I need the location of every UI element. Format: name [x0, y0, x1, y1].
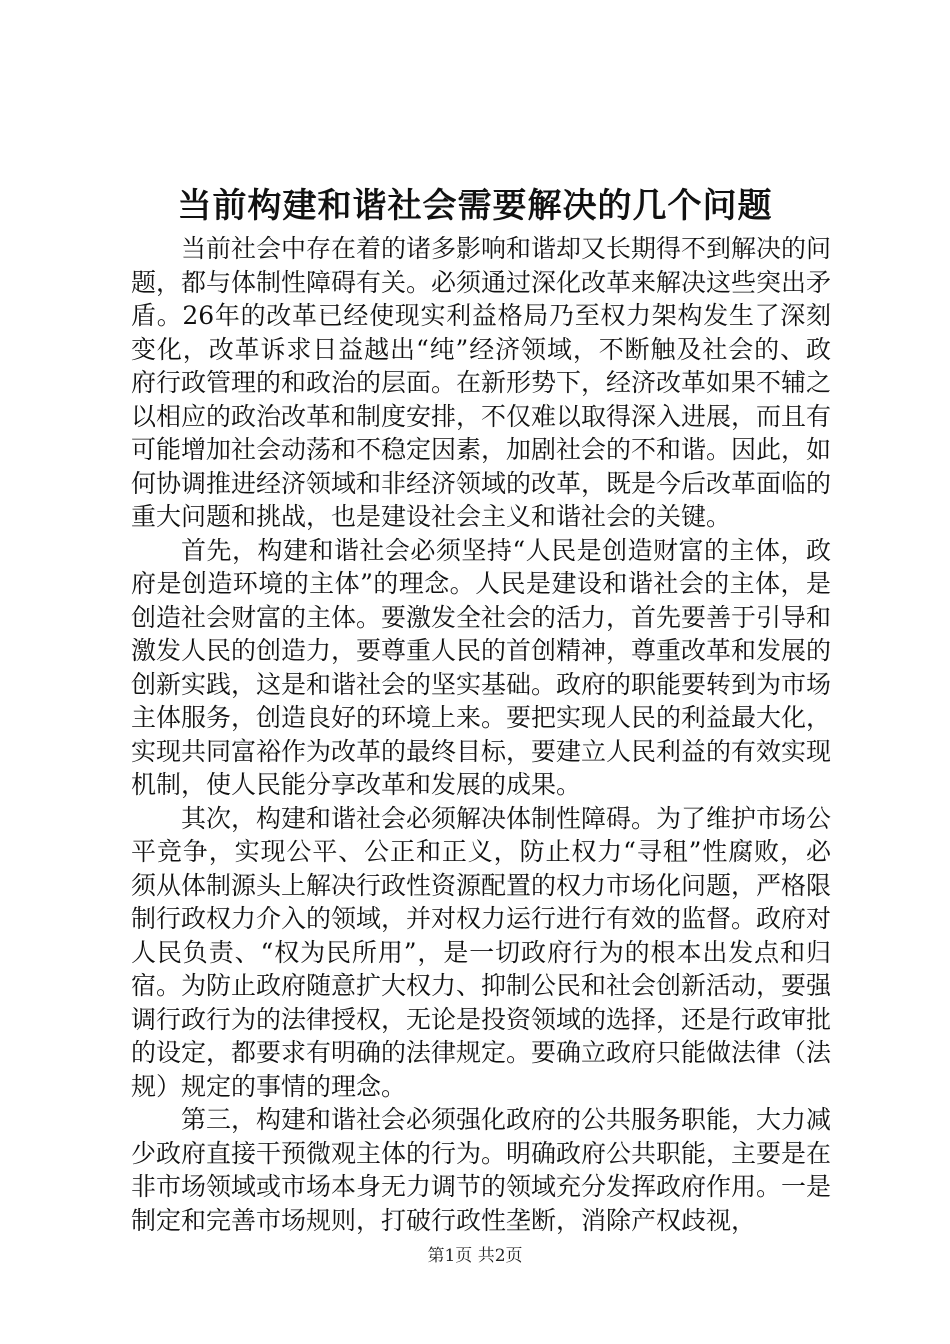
document-title: 当前构建和谐社会需要解决的几个问题	[177, 186, 773, 226]
page-footer: 第1页 共2页	[427, 1246, 523, 1266]
paragraph-intro: 当前社会中存在着的诸多影响和谐却又长期得不到解决的问题，都与体制性障碍有关。必须通过深化改革来解决这些突出矛盾。26年的改革已经使现实利益格局乃至权力架构发生了深刻变化，改革诉求日益越出“纯”经济领域，不断触及社会的、政府行政管理的和政治的层面。在新形势下，经济改革如果不辅之以相应的政治改革和制度安排，不仅难以取得深入进展，而且有可能增加社会动荡和不稳定因素，加剧社会的不和谐。因此，如何协调推进经济领域和非经济领域的改革，既是今后改革面临的重大问题和挑战，也是建设社会主义和谐社会的关键。	[131, 234, 832, 531]
paragraph-third: 第三，构建和谐社会必须强化政府的公共服务职能，大力减少政府直接干预微观主体的行为。明确政府公共职能，主要是在非市场领域或市场本身无力调节的领域充分发挥政府作用。一是制定和完善市场规则，打破行政性垄断，消除产权歧视，	[131, 1105, 832, 1235]
paragraph-second: 其次，构建和谐社会必须解决体制性障碍。为了维护市场公平竞争，实现公平、公正和正义，防止权力“寻租”性腐败，必须从体制源头上解决行政性资源配置的权力市场化问题，严格限制行政权力介入的领域，并对权力运行进行有效的监督。政府对人民负责、“权为民所用”，是一切政府行为的根本出发点和归宿。为防止政府随意扩大权力、抑制公民和社会创新活动，要强调行政行为的法律授权，无论是投资领域的选择，还是行政审批的设定，都要求有明确的法律规定。要确立政府只能做法律（法规）规定的事情的理念。	[131, 803, 832, 1101]
document-body	[131, 232, 831, 1237]
paragraph-first: 首先，构建和谐社会必须坚持“人民是创造财富的主体，政府是创造环境的主体”的理念。人民是建设和谐社会的主体，是创造社会财富的主体。要激发全社会的活力，首先要善于引导和激发人民的创造力，要尊重人民的首创精神，尊重改革和发展的创新实践，这是和谐社会的坚实基础。政府的职能要转到为市场主体服务，创造良好的环境上来。要把实现人民的利益最大化，实现共同富裕作为改革的最终目标，要建立人民利益的有效实现机制，使人民能分享改革和发展的成果。	[131, 535, 832, 799]
